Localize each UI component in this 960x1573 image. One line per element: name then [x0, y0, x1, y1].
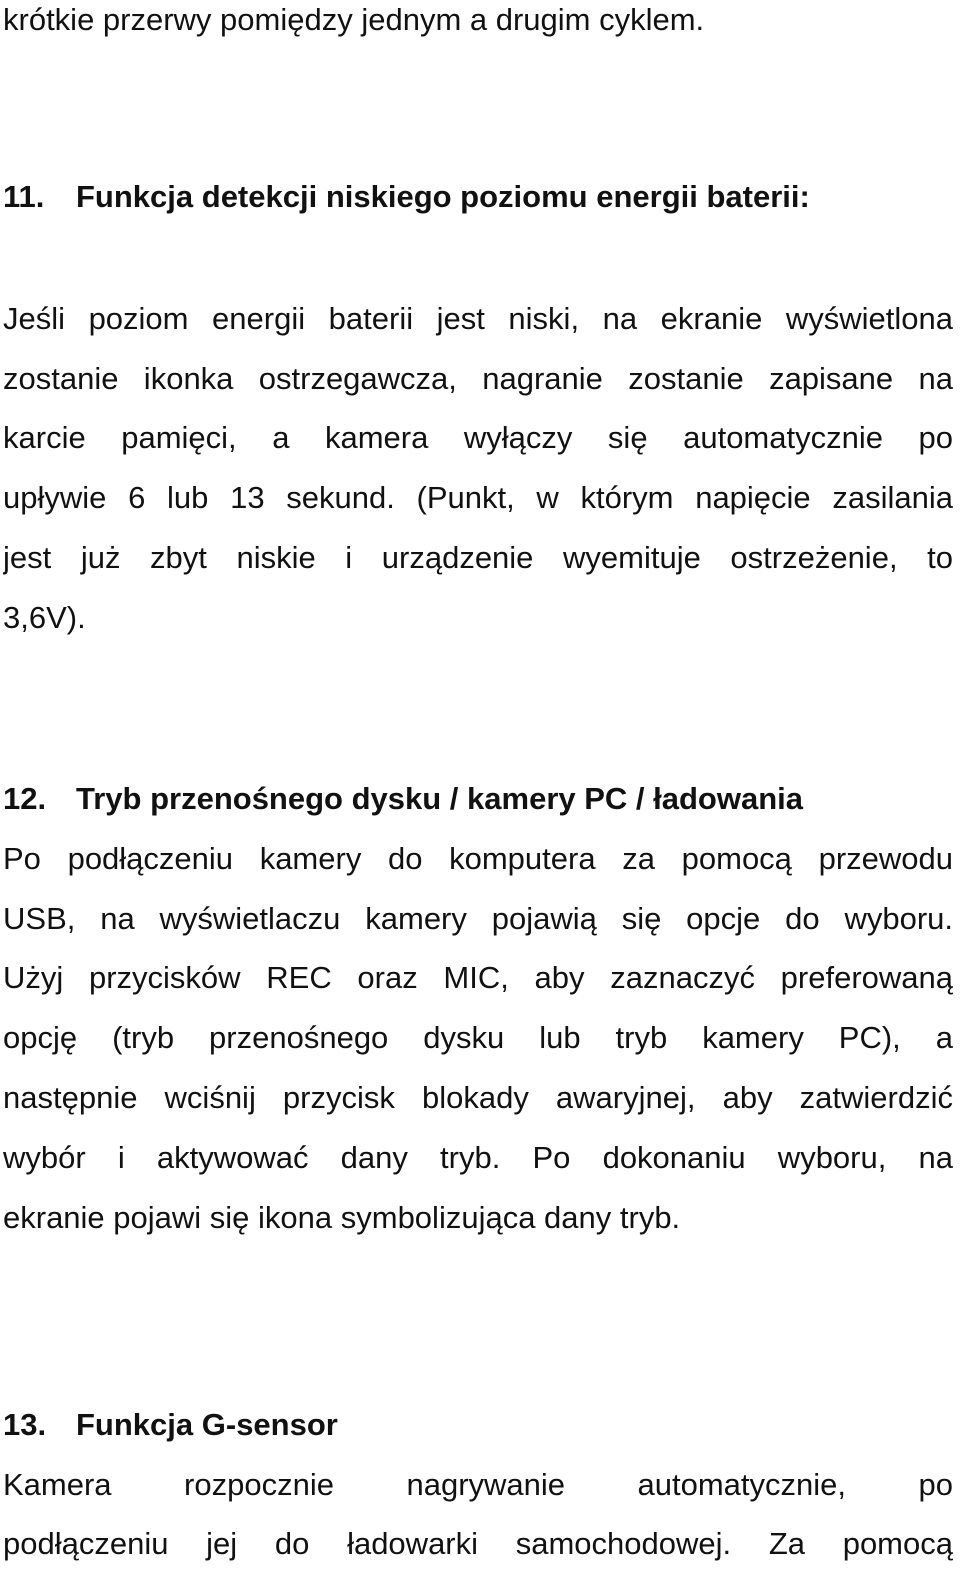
section-12-line-3: Użyj przycisków REC oraz MIC, aby zaznaczyć preferowaną	[3, 960, 953, 995]
section-12-line-5: następnie wciśnij przycisk blokady awaryjnej, aby zatwierdzić	[3, 1080, 953, 1115]
section-13-heading	[3, 1405, 953, 1445]
section-12-line-2: USB, na wyświetlaczu kamery pojawią się opcje do wyboru.	[3, 901, 953, 936]
section-11-line-3: karcie pamięci, a kamera wyłączy się automatycznie po	[3, 420, 953, 455]
section-12-number: 12.	[3, 781, 47, 816]
section-12-line-1: Po podłączeniu kamery do komputera za pomocą przewodu	[3, 841, 953, 876]
section-11-line-6: 3,6V).	[3, 600, 86, 635]
section-13-line-2: podłączeniu jej do ładowarki samochodowej. Za pomocą	[3, 1526, 953, 1561]
section-11-number: 11.	[3, 179, 45, 214]
section-13-title: Funkcja G-sensor	[76, 1407, 338, 1442]
section-12-heading	[3, 779, 953, 819]
section-11-line-2: zostanie ikonka ostrzegawcza, nagranie zostanie zapisane na	[3, 361, 953, 396]
section-12-line-7: ekranie pojawi się ikona symbolizująca dany tryb.	[3, 1200, 681, 1235]
section-13-number: 13.	[3, 1407, 47, 1442]
section-11-line-5: jest już zbyt niskie i urządzenie wyemituje ostrzeżenie, to	[3, 540, 953, 575]
section-12-line-4: opcję (tryb przenośnego dysku lub tryb kamery PC), a	[3, 1020, 953, 1055]
intro-line: krótkie przerwy pomiędzy jednym a drugim cyklem.	[3, 2, 705, 37]
section-11-heading	[3, 177, 953, 217]
section-11-line-1: Jeśli poziom energii baterii jest niski, na ekranie wyświetlona	[3, 301, 953, 336]
section-12-title: Tryb przenośnego dysku / kamery PC / ładowania	[76, 781, 804, 816]
section-12-line-6: wybór i aktywować dany tryb. Po dokonaniu wyboru, na	[3, 1140, 953, 1175]
section-11-line-4: upływie 6 lub 13 sekund. (Punkt, w którym napięcie zasilania	[3, 480, 953, 515]
section-11-title: Funkcja detekcji niskiego poziomu energii baterii:	[76, 179, 810, 214]
section-13-line-1: Kamera rozpocznie nagrywanie automatycznie, po	[3, 1467, 953, 1502]
